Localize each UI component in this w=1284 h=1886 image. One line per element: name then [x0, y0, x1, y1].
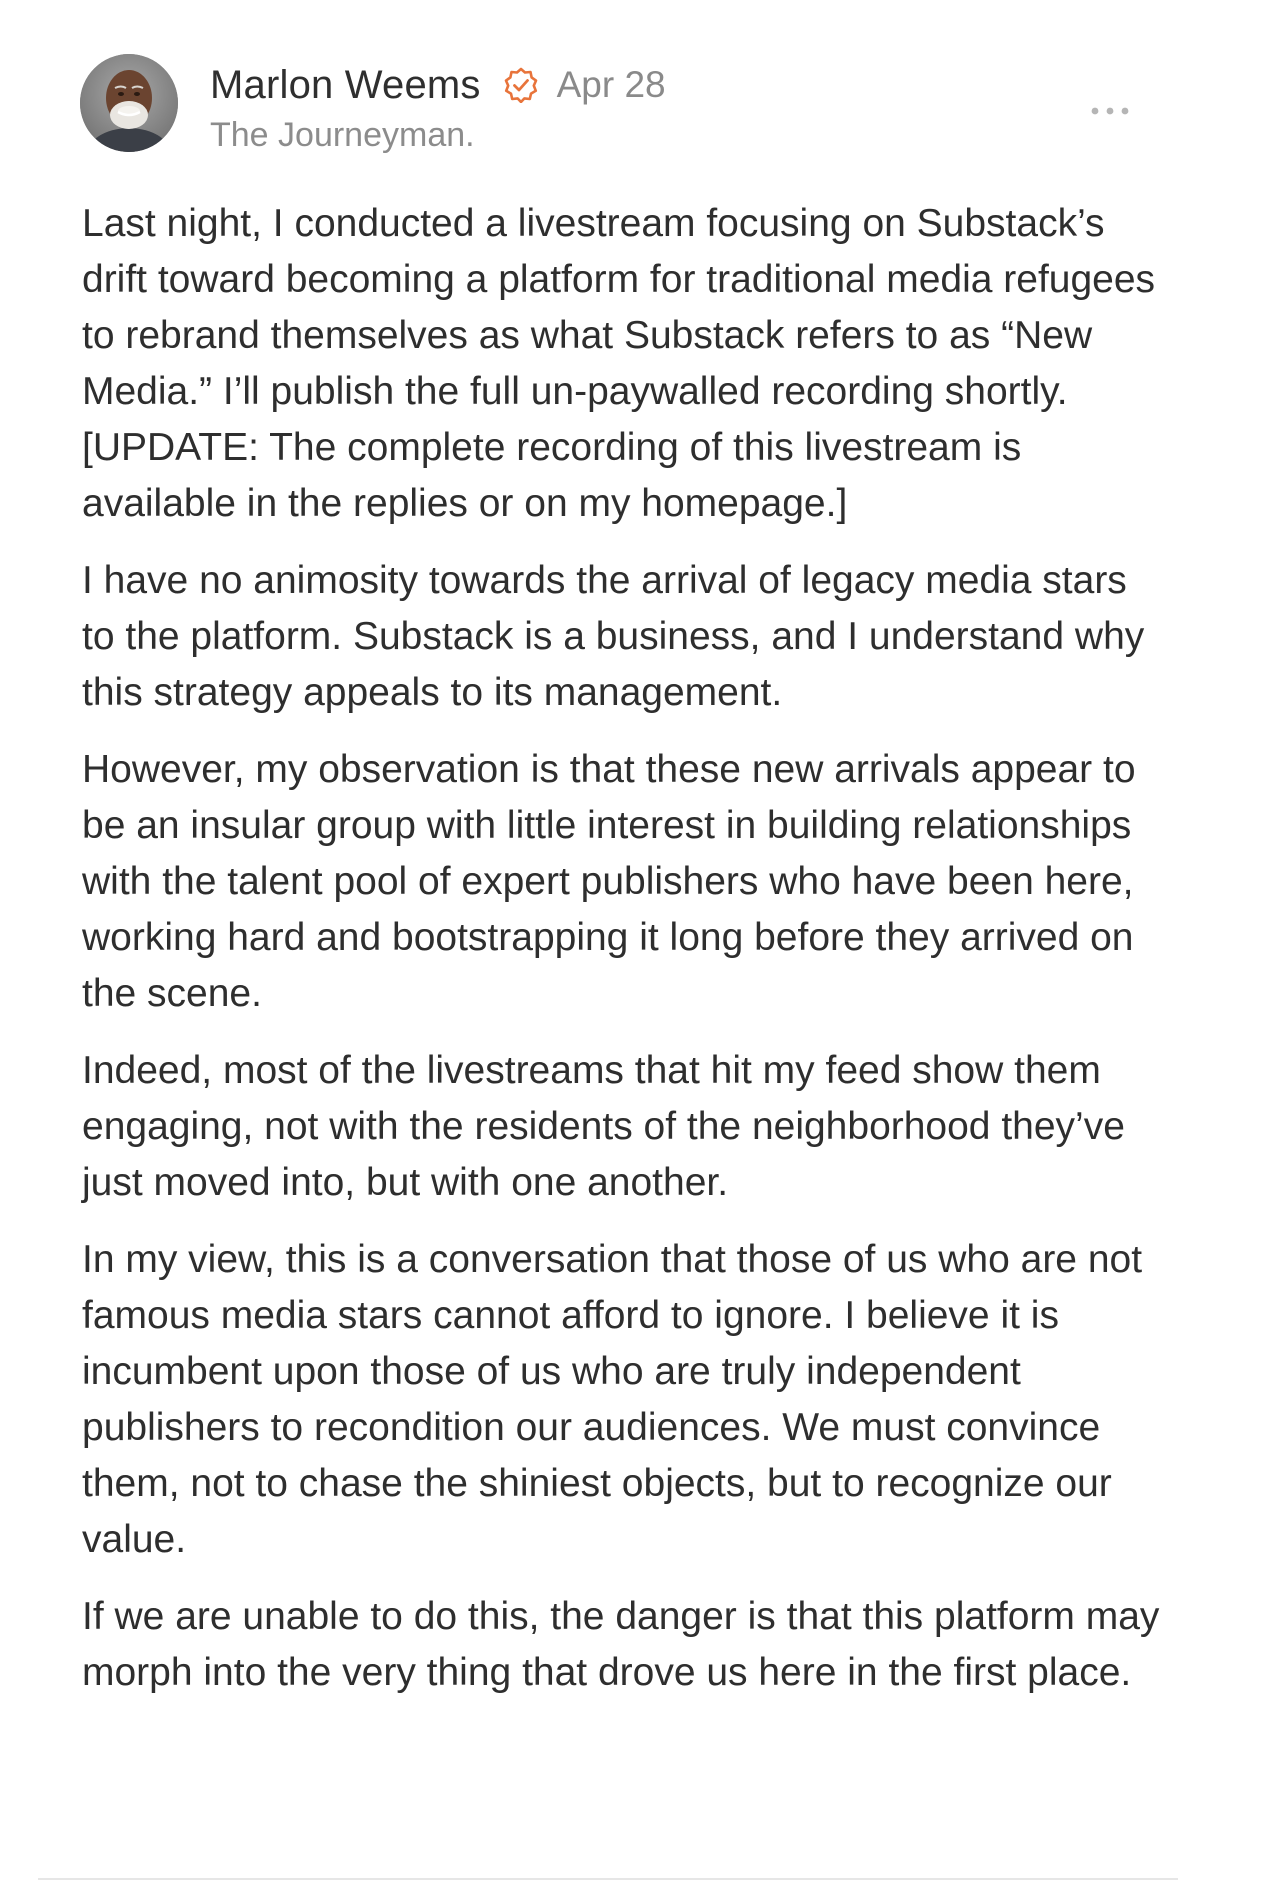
post-header	[80, 52, 1140, 162]
post-date[interactable]: Apr 28	[556, 64, 666, 105]
ellipsis-icon	[1090, 106, 1130, 116]
more-options-button[interactable]	[1082, 96, 1138, 126]
verified-check-icon	[503, 67, 539, 103]
post-paragraph: In my view, this is a conversation that those of us who are not famous media stars cannot afford to ignore. I believe it is incumbent upon those of us who are truly independent publishers to recondition our audiences. We must convince them, not to chase the shiniest objects, but to recognize our value.	[82, 1238, 1143, 1561]
person-avatar-icon	[80, 54, 178, 152]
post-paragraph: Indeed, most of the livestreams that hit my feed show them engaging, not with the residents of the neighborhood they’ve just moved into, but with one another.	[82, 1049, 1125, 1204]
author-avatar[interactable]	[80, 54, 178, 152]
post-body	[82, 196, 1162, 1722]
author-bio: The Journeyman.	[210, 116, 475, 154]
post-paragraph: Last night, I conducted a livestream focusing on Substack’s drift toward becoming a platform for traditional media refugees to rebrand themselves as what Substack refers to as “New Media.” I’ll publish the full un-paywalled recording shortly. [UPDATE: The complete recording of this livestream is available in the replies or on my homepage.]	[82, 202, 1156, 525]
post-paragraph: If we are unable to do this, the danger is that this platform may morph into the very thing that drove us here in the first place.	[82, 1595, 1160, 1694]
author-block	[210, 60, 1010, 155]
post-paragraph: However, my observation is that these new arrivals appear to be an insular group with little interest in building relationships with the talent pool of expert publishers who have been here, working hard and bootstrapping it long before they arrived on the scene.	[82, 748, 1136, 1015]
bottom-divider	[38, 1878, 1178, 1880]
author-name-line	[210, 60, 1010, 110]
author-name[interactable]: Marlon Weems	[210, 62, 481, 107]
post-paragraph: I have no animosity towards the arrival of legacy media stars to the platform. Substack is a business, and I understand why this strategy appeals to its management.	[82, 559, 1145, 714]
